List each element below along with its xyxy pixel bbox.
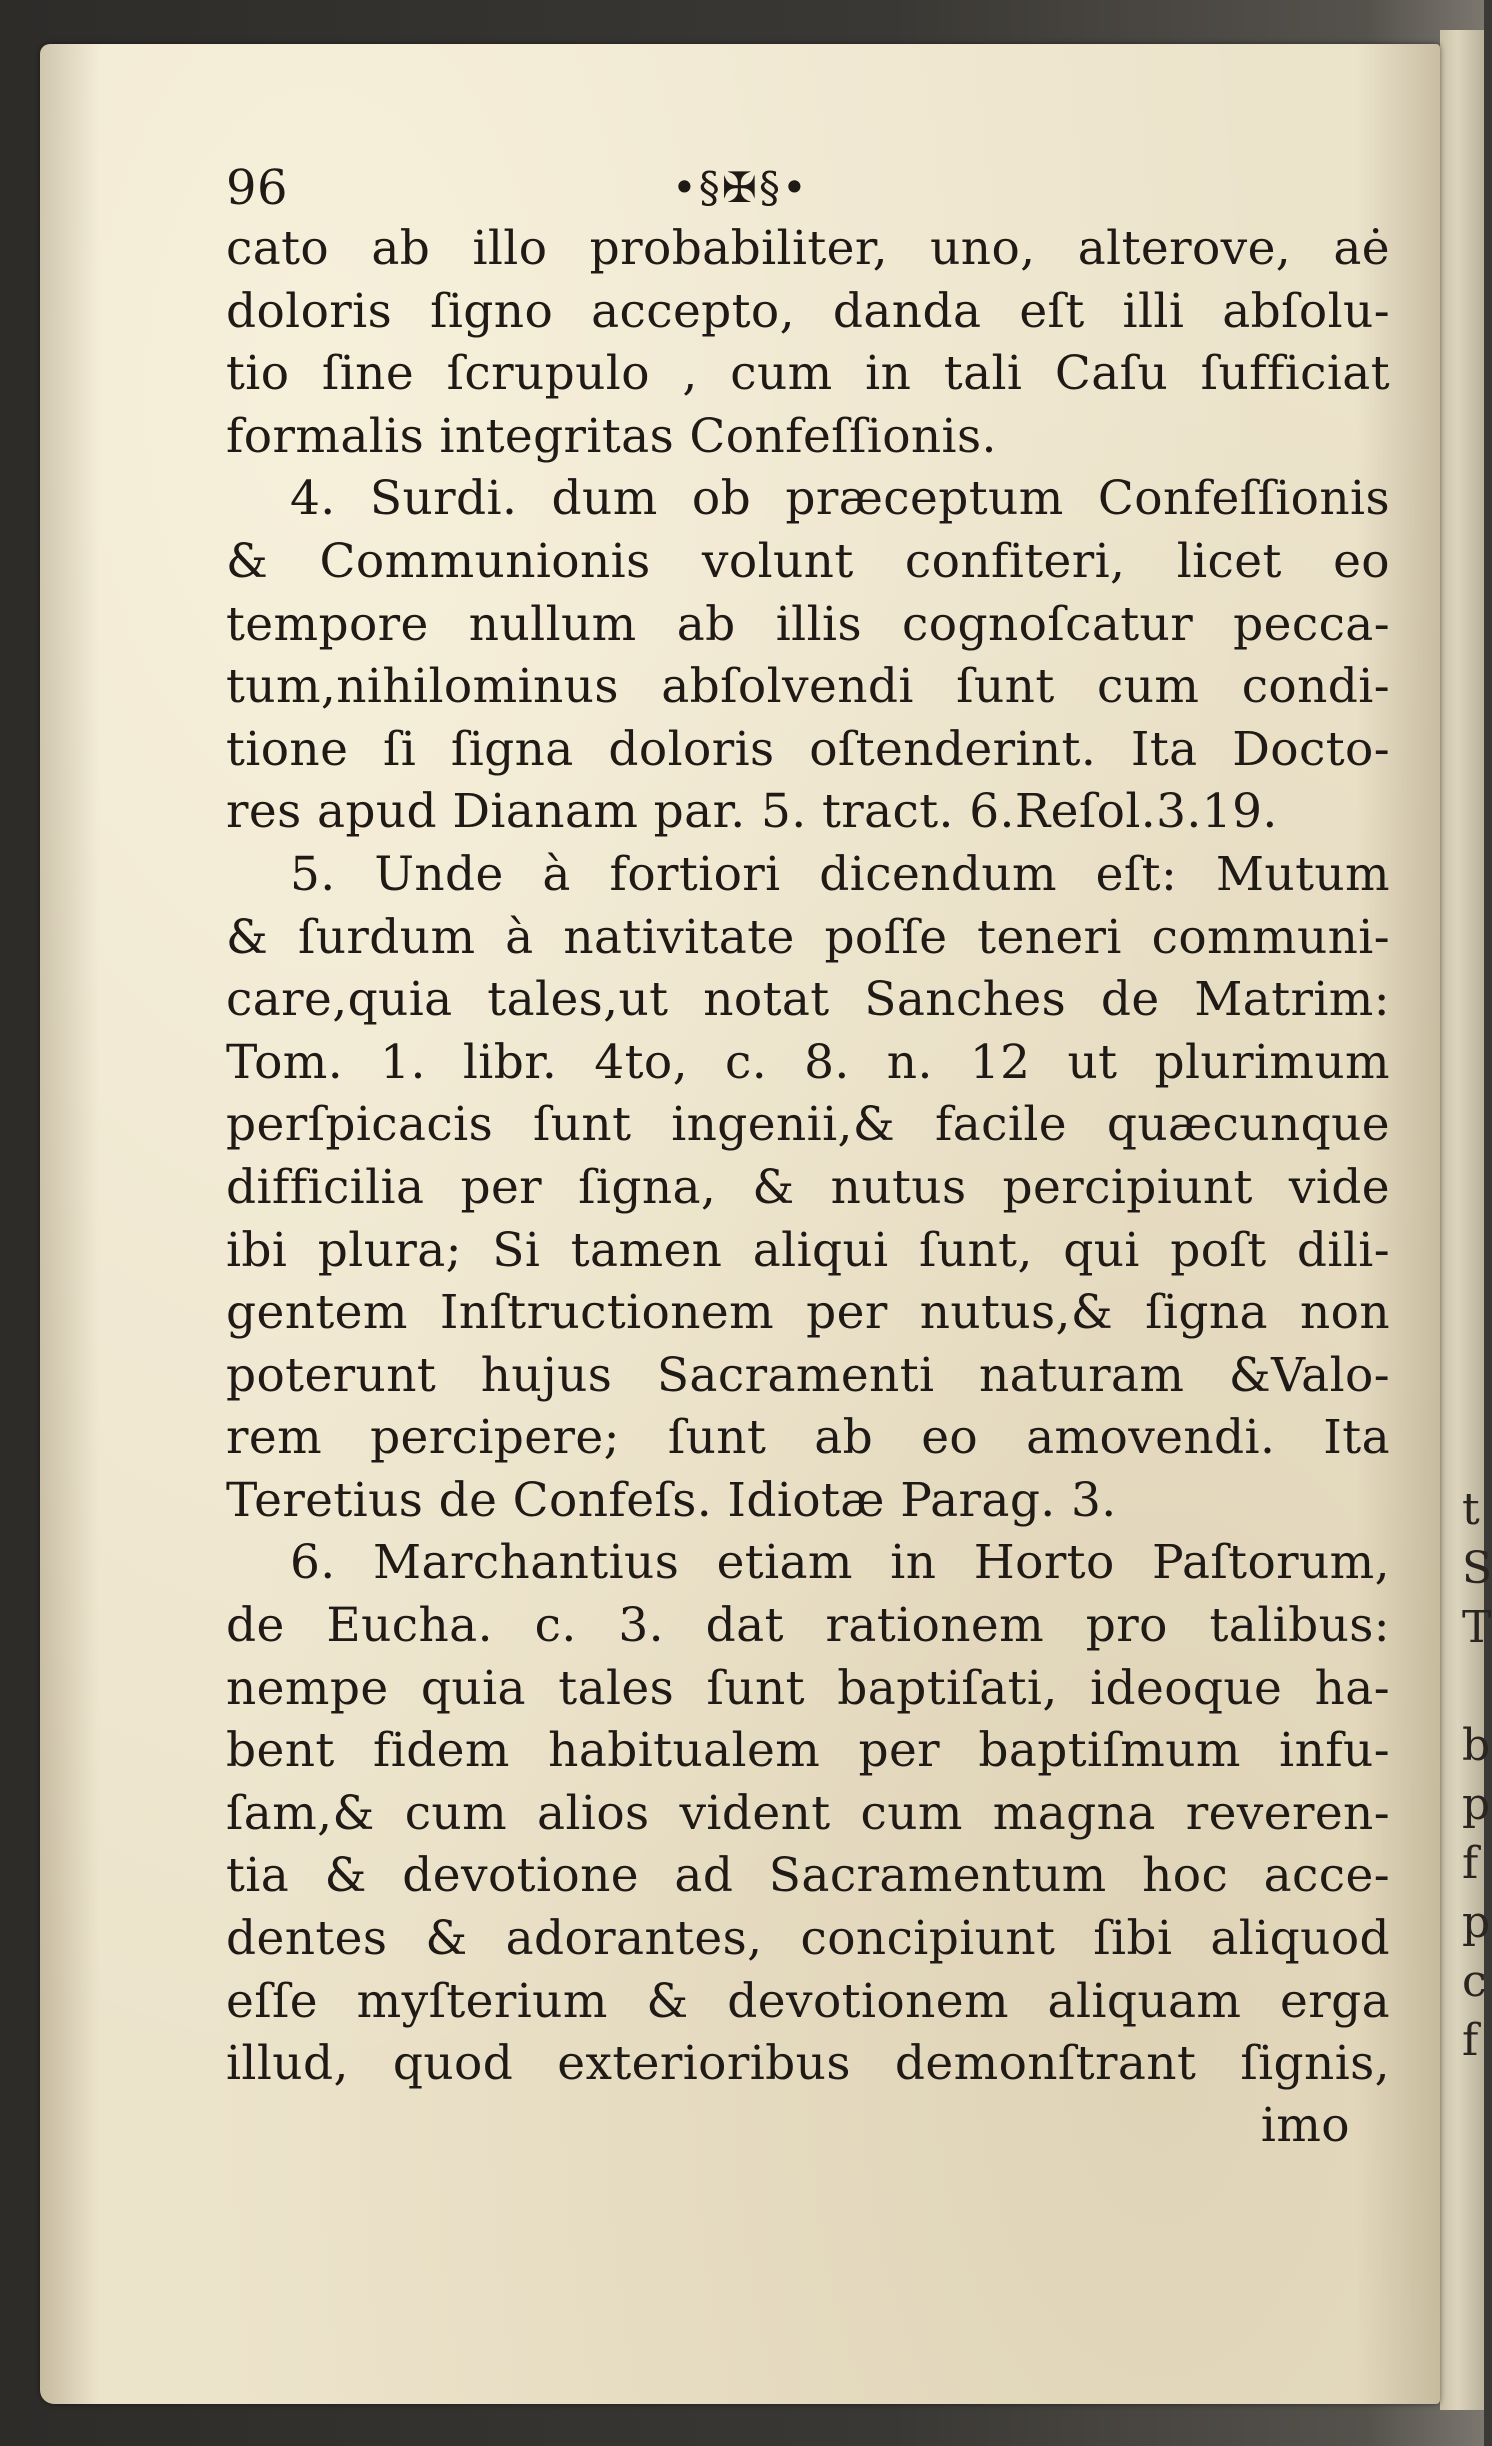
text-line: eſſe myſterium & devotionem aliquam erga [226,1973,1390,2029]
text-line: illud, quod exterioribus demonſtrant ſignis, [226,2036,1390,2092]
page-header [226,158,1390,218]
page-number: 96 [226,160,288,216]
text-line: tione ſi ſigna doloris oſtenderint. Ita Docto- [226,721,1390,777]
text-line: cato ab illo probabiliter, uno, alterove, aė [226,221,1390,276]
next-page-glyph: p [1462,1779,1491,1830]
next-page-glyphs [1462,1480,1492,2070]
text-line: dentes & adorantes, concipiunt ſibi aliquod [226,1911,1390,1967]
text-line: Tom. 1. libr. 4to, c. 8. n. 12 ut plurimum [226,1034,1390,1090]
text-line: rem percipere; ſunt ab eo amovendi. Ita [226,1410,1390,1466]
next-page-glyph: S [1462,1543,1492,1594]
text-line: 5. Unde à fortiori dicendum eſt: Mutum [290,846,1390,902]
text-line: ſam,& cum alios vident cum magna reveren- [226,1785,1390,1841]
text-line: tio ſine ſcrupulo , cum in tali Caſu ſufficiat [226,346,1390,402]
page-text-block [226,158,1390,2156]
next-page-glyph: b [1462,1720,1491,1771]
text-line: res apud Dianam par. 5. tract. 6.Reſol.3.19. [226,784,1278,840]
text-line: perſpicacis ſunt ingenii,& facile quæcunque [226,1097,1390,1153]
text-line: difficilia per ſigna, & nutus percipiunt vide [226,1159,1390,1215]
text-line: nempe quia tales ſunt baptiſati, ideoque ha- [226,1660,1390,1716]
text-line: tempore nullum ab illis cognoſcatur pecca- [226,596,1390,652]
catchword: imo [1260,2097,1350,2153]
text-line: 4. Surdi. dum ob præceptum Confeſſionis [290,471,1390,527]
text-line: care,quia tales,ut notat Sanches de Matrim: [226,972,1390,1028]
text-line: formalis integritas Confeſſionis. [226,408,997,464]
next-page-glyph [1462,1657,1484,1716]
next-page-glyph: c [1462,1956,1487,2007]
text-line: ibi plura; Si tamen aliqui ſunt, qui poſt dili- [226,1222,1390,1278]
next-page-glyph: f [1462,1838,1479,1889]
next-page-glyph: t [1462,1484,1480,1535]
text-line: de Eucha. c. 3. dat rationem pro talibus: [226,1598,1390,1654]
text-line: tum,nihilominus abſolvendi ſunt cum condi- [226,659,1390,715]
text-line: & ſurdum à nativitate poſſe teneri communi- [226,909,1390,965]
text-line: gentem Inſtructionem per nutus,& ſigna non [226,1285,1390,1341]
text-line: Teretius de Confeſs. Idiotæ Parag. 3. [226,1472,1117,1528]
text-line: tia & devotione ad Sacramentum hoc acce- [226,1848,1390,1904]
text-line: 6. Marchantius etiam in Horto Paſtorum, [290,1535,1390,1591]
text-line: & Communionis volunt confiteri, licet eo [226,533,1390,589]
text-line: poterunt hujus Sacramenti naturam &Valo- [226,1347,1390,1403]
header-ornament: •§✠§• [672,163,809,212]
next-page-glyph: p [1462,1897,1491,1948]
text-lines [226,218,1390,2096]
spine-shadow [40,44,100,2404]
next-page-glyph: T [1462,1602,1492,1653]
text-line: bent fidem habitualem per baptiſmum infu- [226,1723,1390,1779]
text-line: doloris ſigno accepto, danda eſt illi abſolu- [226,283,1390,339]
next-page-glyph: f [1462,2015,1479,2066]
